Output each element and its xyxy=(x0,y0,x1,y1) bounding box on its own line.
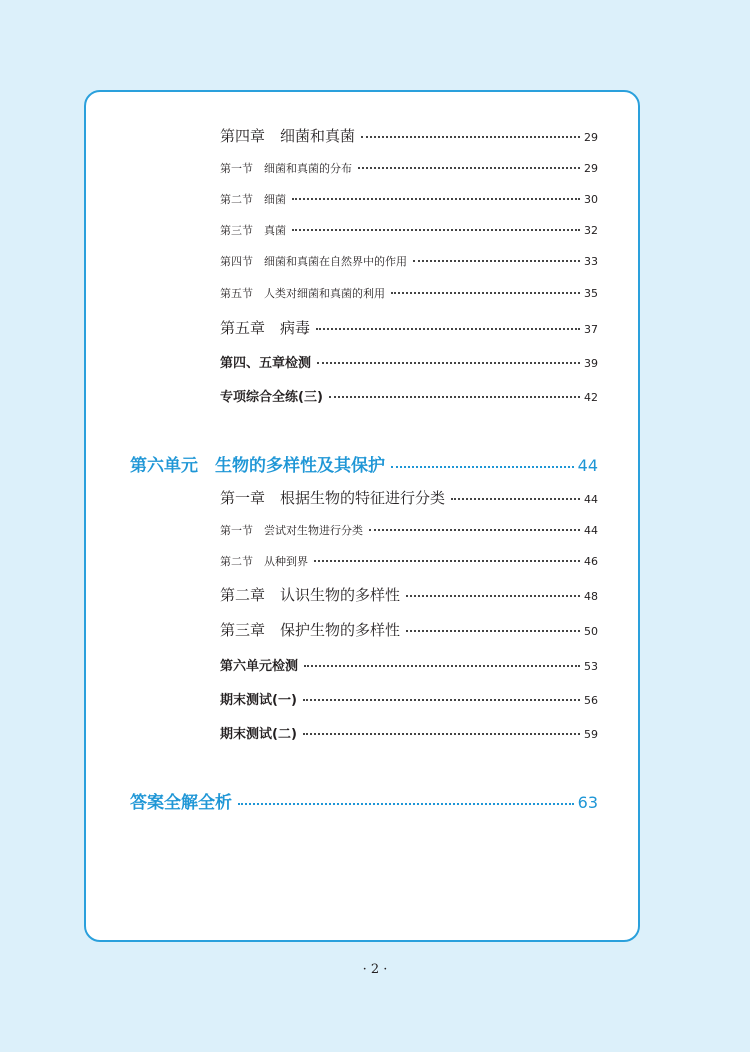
toc-leader xyxy=(413,260,580,262)
toc-entry-practice[interactable] xyxy=(220,386,598,405)
toc-entry-section[interactable] xyxy=(220,160,598,176)
toc-label: 第六单元检测 xyxy=(220,659,299,674)
page-number: · 2 · xyxy=(362,962,388,977)
toc-entry-chapter-4[interactable] xyxy=(220,125,598,146)
toc-page: 59 xyxy=(584,728,598,741)
toc-page: 35 xyxy=(584,287,598,300)
toc-entry-test[interactable] xyxy=(220,689,598,708)
toc-leader xyxy=(317,362,580,364)
toc-entry-test[interactable] xyxy=(220,723,598,742)
toc-page: 63 xyxy=(577,793,598,812)
toc-label: 第三节 真菌 xyxy=(220,224,286,237)
toc-card xyxy=(84,90,640,942)
toc-label: 第一章 根据生物的特征进行分类 xyxy=(220,489,446,507)
toc-entry-section[interactable] xyxy=(220,522,598,538)
toc-entry-chapter-1[interactable] xyxy=(220,487,598,508)
toc-leader xyxy=(329,396,580,398)
toc-entry-chapter-5[interactable] xyxy=(220,317,598,338)
toc-entry-section[interactable] xyxy=(220,253,598,269)
toc-page: 53 xyxy=(584,660,598,673)
toc-label: 答案全解全析 xyxy=(130,793,232,813)
toc-label: 第五节 人类对细菌和真菌的利用 xyxy=(220,287,385,300)
toc-leader xyxy=(314,560,580,562)
toc-page: 42 xyxy=(584,391,598,404)
toc-page: 46 xyxy=(584,555,598,568)
toc-page: 48 xyxy=(584,590,598,603)
toc-page: 44 xyxy=(584,524,598,537)
toc-label: 第五章 病毒 xyxy=(220,319,311,337)
toc-entry-unit-6[interactable] xyxy=(130,451,598,476)
toc-leader xyxy=(292,198,580,200)
toc-leader xyxy=(391,466,574,468)
toc-page: 44 xyxy=(584,493,598,506)
toc-entry-chapter-3[interactable] xyxy=(220,619,598,640)
toc-label: 第四、五章检测 xyxy=(220,356,312,371)
toc-entry-section[interactable] xyxy=(220,222,598,238)
toc-page: 30 xyxy=(584,193,598,206)
toc-label: 第二节 从种到界 xyxy=(220,555,308,568)
toc-page: 39 xyxy=(584,357,598,370)
toc-leader xyxy=(361,136,580,138)
toc-entry-chapter-2[interactable] xyxy=(220,584,598,605)
toc-leader xyxy=(358,167,580,169)
toc-entry-test[interactable] xyxy=(220,655,598,674)
toc-leader xyxy=(292,229,580,231)
toc-entry-section[interactable] xyxy=(220,553,598,569)
toc-leader xyxy=(391,292,580,294)
toc-label: 专项综合全练(三) xyxy=(220,390,323,405)
toc-entry-section[interactable] xyxy=(220,191,598,207)
toc-page: 32 xyxy=(584,224,598,237)
toc-label: 第四章 细菌和真菌 xyxy=(220,127,356,145)
toc-leader xyxy=(369,529,580,531)
toc-leader xyxy=(316,328,580,330)
toc-entry-section[interactable] xyxy=(220,285,598,301)
toc-label: 第二章 认识生物的多样性 xyxy=(220,586,401,604)
toc-label: 第一节 尝试对生物进行分类 xyxy=(220,524,363,537)
toc-label: 第二节 细菌 xyxy=(220,193,286,206)
toc-label: 第一节 细菌和真菌的分布 xyxy=(220,162,352,175)
toc-page: 33 xyxy=(584,255,598,268)
toc-label: 期末测试(二) xyxy=(220,727,297,742)
toc-leader xyxy=(406,595,580,597)
toc-label: 第六单元 生物的多样性及其保护 xyxy=(130,456,385,476)
toc-page: 29 xyxy=(584,131,598,144)
toc-leader xyxy=(406,630,580,632)
toc-page: 56 xyxy=(584,694,598,707)
toc-leader xyxy=(303,699,580,701)
toc-page: 37 xyxy=(584,323,598,336)
toc-leader xyxy=(451,498,580,500)
toc-page: 50 xyxy=(584,625,598,638)
toc-label: 第四节 细菌和真菌在自然界中的作用 xyxy=(220,255,407,268)
toc-leader xyxy=(238,803,574,805)
toc-label: 期末测试(一) xyxy=(220,693,297,708)
toc-leader xyxy=(304,665,580,667)
toc-entry-test[interactable] xyxy=(220,352,598,371)
toc-entry-answers[interactable] xyxy=(130,788,598,813)
toc-page: 29 xyxy=(584,162,598,175)
toc-label: 第三章 保护生物的多样性 xyxy=(220,621,401,639)
toc-page: 44 xyxy=(577,456,598,475)
toc-leader xyxy=(303,733,580,735)
